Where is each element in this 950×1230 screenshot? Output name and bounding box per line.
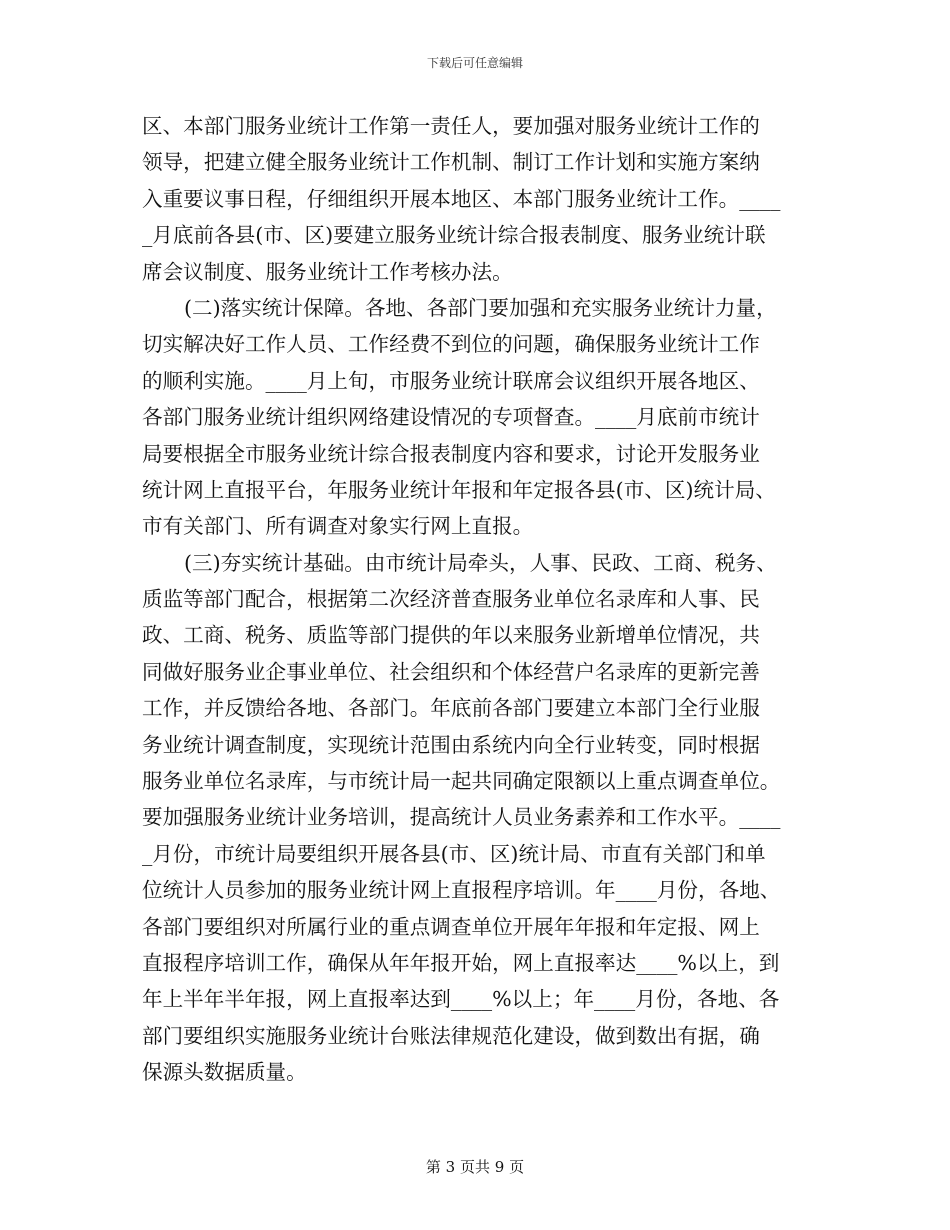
- text-line: 各部门服务业统计组织网络建设情况的专项督查。____月底前市统计: [142, 405, 760, 430]
- text-line: 务业统计调查制度，实现统计范围由系统内向全行业转变，同时根据: [142, 732, 760, 757]
- text-line: 质监等部门配合，根据第二次经济普查服务业单位名录库和人事、民: [142, 587, 760, 612]
- text-line: 直报程序培训工作，确保从年年报开始，网上直报率达____%以上，到: [142, 950, 780, 975]
- page-number: 第 3 页共 9 页: [425, 1158, 525, 1176]
- text-line: 市有关部门、所有调查对象实行网上直报。: [142, 514, 534, 539]
- paragraph-start-line: (三)夯实统计基础。由市统计局牵头，人事、民政、工商、税务、: [184, 550, 777, 575]
- text-line: 各部门要组织对所属行业的重点调查单位开展年年报和年定报、网上: [142, 914, 760, 939]
- text-line: 政、工商、税务、质监等部门提供的年以来服务业新增单位情况，共: [142, 623, 760, 648]
- text-line: 服务业单位名录库，与市统计局一起共同确定限额以上重点调查单位。: [142, 769, 781, 794]
- body-text: [142, 108, 810, 1091]
- text-line: 要加强服务业统计业务培训，提高统计人员业务素养和工作水平。____: [142, 805, 781, 830]
- text-line: 切实解决好工作人员、工作经费不到位的问题，确保服务业统计工作: [142, 332, 760, 357]
- text-line: 位统计人员参加的服务业统计网上直报程序培训。年____月份，各地、: [142, 878, 781, 903]
- text-line: 区、本部门服务业统计工作第一责任人，要加强对服务业统计工作的: [142, 114, 760, 138]
- text-line: _月底前各县(市、区)要建立服务业统计综合报表制度、服务业统计联: [142, 223, 766, 248]
- text-line: 的顺利实施。____月上旬，市服务业统计联席会议组织开展各地区、: [142, 368, 760, 393]
- text-line: 同做好服务业企事业单位、社会组织和个体经营户名录库的更新完善: [142, 659, 760, 684]
- text-line: 统计网上直报平台，年服务业统计年报和年定报各县(市、区)统计局、: [142, 477, 776, 502]
- page-header: 下载后可任意编辑: [426, 56, 523, 70]
- text-line: 入重要议事日程，仔细组织开展本地区、本部门服务业统计工作。____: [142, 186, 781, 211]
- text-line: 年上半年半年报，网上直报率达到____%以上；年____月份，各地、各: [142, 987, 780, 1012]
- text-line: 工作，并反馈给各地、各部门。年底前各部门要建立本部门全行业服: [142, 696, 760, 721]
- text-line: 局要根据全市服务业统计综合报表制度内容和要求，讨论开发服务业: [142, 441, 760, 466]
- paragraph-start-line: (二)落实统计保障。各地、各部门要加强和充实服务业统计力量，: [184, 295, 777, 320]
- text-line: 部门要组织实施服务业统计台账法律规范化建设，做到数出有据，确: [142, 1023, 760, 1048]
- text-line: 席会议制度、服务业统计工作考核办法。: [142, 259, 513, 284]
- text-line: _月份，市统计局要组织开展各县(市、区)统计局、市直有关部门和单: [142, 841, 766, 866]
- text-line: 保源头数据质量。: [142, 1060, 307, 1085]
- text-line: 领导，把建立健全服务业统计工作机制、制订工作计划和实施方案纳: [142, 150, 760, 175]
